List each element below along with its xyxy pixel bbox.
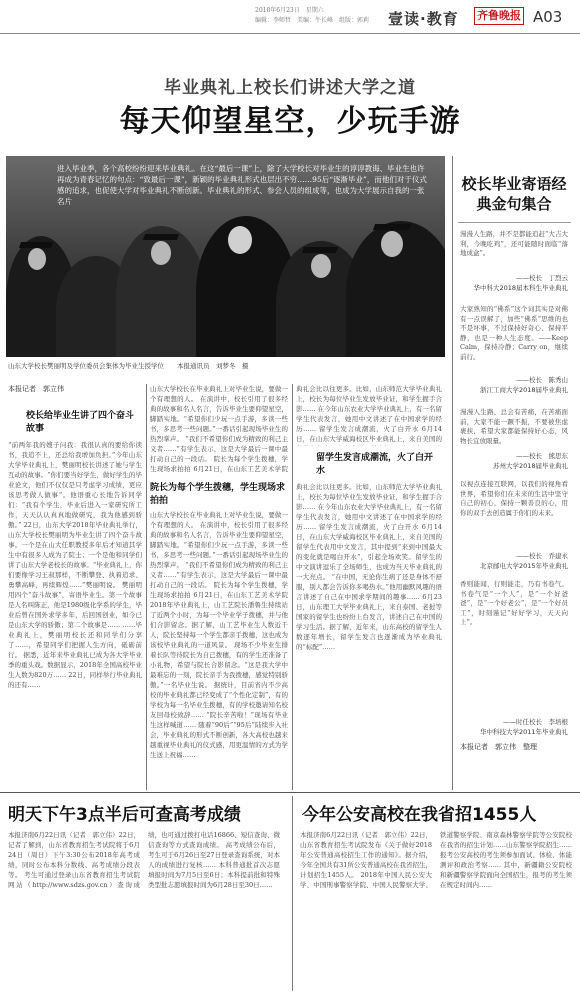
photo-credit: 山东大学校长樊丽明及学位委员会集体为毕业生授学位 本报通讯员 刘梦冬 摄 (8, 362, 249, 370)
quote-occasion: 华中科大2018届本科生毕业典礼 (473, 283, 568, 292)
photo-caption: 进入毕业季，各个高校纷纷迎来毕业典礼。在这“最后一课”上，除了大学校长对毕业生的谆谆教诲、毕业生也许再成为青春记忆的句点：“致最后一课”，新颖的毕业典礼形式也层出不穷……95后“逐渐毕业”，而他们对于仪式感的追求，也促使大学对毕业典礼不断创新。毕业典礼的形式、参会人员的组成等，也成为大学展示自我的一张名片 (57, 164, 427, 206)
article-kicker: 毕业典礼上校长们讲述大学之道 (164, 78, 416, 98)
bottom-right-body: 本报济南6月22日讯（记者 郭立伟）22日，山东省教育招生考试院发布《关于做好2018年公安普通高校招生工作的通知》。据介绍，今年全国共有31所公安普通高校在我省招生，计划招生1455人。 2018年中国人民公安大学、中国刑事警察学院、中国人民警察大学、铁道警察学院、南京森林警察学院等公安院校在我省的招生计划……山东警察学院招生…… 报考公安高校的考生须参加面试、体检、体能测评和政治考察…… 其中，新疆籍公安院校和新疆警察学院面向全国招生，报考的考生须在规定时间内…… (300, 831, 572, 889)
quote-speaker: ——时任校长 李培根 (503, 718, 568, 726)
quote-text: 以视点连接互联网，以我们的视角看世界，希望你们在未来的生活中坚守自己的初心，保持一颗善良的心，用你的双手去创造属于你们的未来。 (460, 480, 568, 517)
article-headline: 每天仰望星空，少玩手游 (119, 104, 461, 139)
quote-text: 大家熟知的“佛系”这个词其实是对佛有一点误解了，加些“佛系”思维的也不是坏事，不过保持好奇心、保持平静，也是一种人生态度。——Keep Calm，保持冷静；Carry on，继续前行。 (460, 305, 568, 361)
page-header (0, 0, 580, 38)
sidebar-title: 校长毕业寄语经典金句集合 (461, 175, 567, 213)
quote-attribution (460, 718, 568, 737)
article-byline: 本报记者 郭立伟 (8, 385, 64, 393)
quote-speaker: ——校长 丁烈云 (516, 274, 568, 282)
quote-occasion: 华中科技大学2011年毕业典礼 (479, 727, 568, 736)
quote-speaker: ——校长 乔建永 (516, 552, 568, 560)
quote-speaker: ——校长 陈秀山 (516, 376, 568, 384)
quote-text: 漫漫人生路，并不是都能追赶“大吉大利，今晚吃鸡”，还可能随时面临“落地成盒”。 (460, 230, 568, 257)
article-column-1: “前两年我的嫂子问我：我很认真的要给你读书，我追不上，还总给我增加负担。”今年山东大学毕业典礼上，樊丽明校长讲述了她与学生互动的故事。“你们要当好学生，做好学生的毕业论文，他们不仅仅是只考虑学习成绩，更应该思考做人做事”。他语重心长地告诉同学们：“我有个学生，毕业后进入一家研究所工作，天天认认真真地做研究，我为他感到骄傲。” 22日，山东大学2018年毕业典礼举行，山东大学校长樊丽明为毕业生讲了四个奋斗故事。一个是在山大任职教授多年后才知道其学生中有很多人成为了院士；一个是他和同学们讲了山东大学老校长的故事。“毕业典礼上，你们要像学习王叔那样，不断攀登、执着追求、勇攀高峰，再续辉煌……”樊丽明说。 樊丽明用四个“奋斗故事”，寄语毕业生。第一个故事是人名叫陈正，他是1980级化学系的学生，毕业后曾在国外求学多年，后回国创业，如今已是山东大学的骄傲；第二个故事是…… ……毕业典礼上，樊丽明校长还和同学们分享了……，希望同学们把握人生方向，砥砺前行。 据悉，近年来毕业典礼已成为各大学毕业季的重头戏。数据显示，2018年全国高校毕业生人数为820万…… 22日，同样举行毕业典礼的还有…… (8, 441, 142, 689)
section-name: 壹读·教育 (388, 10, 459, 28)
header-meta (255, 6, 370, 24)
quote-text: 漫漫人生路，总会有苦痛，在苦痛面前，大家不能一蹶不振，不要被焦虑裹挟，希望大家都能保持好心态，风物长宜放眼量。 (460, 408, 568, 445)
quote-text: 香则能闻，行则能走，乃有书卷气。书卷气是“一个人”，是“一个好爸爸”，是“一个好老公”，是“一个好员工”，时刻谨记“好好学习，天天向上”。 (460, 580, 568, 626)
article-column-2a: 山东大学校长在毕业典礼上对毕业生说，要做一个有理想的人。 在演讲中，校长引用了很多经典的故事和名人名言，告诉毕业生要仰望星空，脚踏实地。“希望你们少玩一点手游，多读一些书，多思考一些问题。”一番话引起现场毕业生的热烈掌声。 “我们不希望你们成为精致的利己主义者……”有学生表示，这是大学最后一课中最打动自己的一段话。 院长为每个学生拨穗，学生现场求拍拍 6月21日，在山东工艺美术学院 (150, 385, 288, 473)
bottom-left-headline: 明天下午3点半后可查高考成绩 (8, 805, 241, 825)
header-rule (0, 33, 580, 34)
subhead-2: 院长为每个学生拨穗，学生现场求拍拍 (150, 483, 286, 506)
quote-occasion: 浙江工商大学2018届毕业典礼 (479, 385, 568, 394)
quote-attribution (460, 552, 568, 571)
sidebar-rule (452, 156, 453, 790)
quote-speaker: ——校长 熊思东 (516, 452, 568, 460)
bottom-right-headline: 今年公安高校在我省招1455人 (302, 805, 537, 825)
quote-occasion: 苏州大学2018届毕业典礼 (492, 461, 568, 470)
subhead-1: 校长给毕业生讲了四个奋斗故事 (26, 411, 135, 434)
quote-attribution (460, 376, 568, 395)
column-rule (292, 796, 293, 991)
quote-attribution (460, 452, 568, 471)
article-column-2b: 山东大学校长在毕业典礼上对毕业生说，要做一个有理想的人。 在演讲中，校长引用了很多经典的故事和名人名言，告诉毕业生要仰望星空，脚踏实地。“希望你们少玩一点手游，多读一些书，多思考一些问题。”一番话引起现场毕业生的热烈掌声。 “我们不希望你们成为精致的利己主义者……”有学生表示，这是大学最后一课中最打动自己的一段话。 院长为每个学生拨穗，学生现场求拍拍 6月21日，在山东工艺美术学院2018年毕业典礼上，山工艺院长潘鲁生持续站了近两个小时，为每一个毕业学子拨穗，并与他们合影留念。据了解，山工艺毕业生人数近千人，院长坚持每一个学生都亲手拨穗，这也成为该校毕业典礼的一道风景。 现场不少毕业生排着长队等待院长为自己拨穗，有的学生还准备了小礼物，希望与院长合影留念。“这是我大学中最难忘的一刻，院长亲手为我拨穗，感觉特别骄傲。”一名毕业生说。 据统计，目前省内不少高校的毕业典礼都已经变成了“个性化定制”，有的学校为每一名毕业生拨穗，有的学校邀请知名校友回母校致辞…… “院长辛苦啦！”现场有毕业生这样喊道…… 随着“90后”“95后”陆续步入社会，毕业典礼的形式不断创新，各大高校也越来越重视毕业典礼的仪式感，用更温情的方式为学生送上祝福…… (150, 511, 288, 759)
quote-attribution (460, 274, 568, 293)
newspaper-logo: 齐鲁晚报 (474, 7, 524, 25)
header-date: 2018年6月23日 星期六 (255, 7, 324, 14)
quote-occasion: 北京邮电大学2015年毕业典礼 (479, 561, 568, 570)
sidebar-byline: 本报记者 郭立伟 整理 (460, 743, 537, 751)
sidebar-title-rule (458, 222, 571, 223)
page-number: A03 (533, 8, 563, 26)
article-column-3a: 典礼会比以往更多。比如，山东师范大学毕业典礼上，校长为每位毕业生发放毕业证，和学生握手合影…… 在今年山东农业大学毕业典礼上，有一名留学生代表发言，她用中文讲述了在中国求学的经历…… 留学生发言成潮流，火了白开水 6月14日，在山东大学威海校区毕业典礼上，来自美国的 (296, 385, 442, 443)
subhead-3: 留学生发言成潮流，火了白开水 (316, 453, 434, 476)
header-staff: 编辑：李师哲 美编：牛长峰 组版：郭莉 (255, 17, 370, 24)
section-divider (0, 792, 580, 793)
column-rule (146, 384, 147, 790)
bottom-left-body: 本报济南6月22日讯（记者 郭立伟）22日，记者了解到，山东省教育招生考试院将于6月24日（周日）下午3:30公布2018年高考成绩，同时公布本科分数线、高考成绩分段表等。 考生可通过登录山东省教育招生考试院网站（http://www.sdzs.gov.cn）查询成绩，也可通过拨打电话16866、短信查询、微信查询等方式查询成绩。 高考成绩公布后，考生可于6月26日至27日登录查询系统，对本人的成绩进行复核…… 本科普通批首次志愿填报时间为7月5日至6日；本科提前批和特殊类型批志愿填报时间为6月28日至30日…… (8, 831, 280, 889)
column-rule (292, 384, 293, 790)
article-column-3b: 典礼会比以往更多。比如，山东师范大学毕业典礼上，校长为每位毕业生发放毕业证，和学生握手合影…… 在今年山东农业大学毕业典礼上，有一名留学生代表发言，她用中文讲述了在中国求学的经历…… 留学生发言成潮流，火了白开水 6月14日，在山东大学威海校区毕业典礼上，来自美国的留学生代表用中文发言，其中提到“来到中国最大的变化就是喝白开水”，引起全场欢笑。留学生的中文演讲逗乐了全场师生，也成为当天毕业典礼的一大亮点。 “在中国，无论你生病了还是身体不舒服，别人都会告诉你多喝热水。”他用幽默风趣的语言讲述了自己在中国求学期间的趣事…… 6月23日，山东理工大学毕业典礼上，来自泰国、老挝等国家的留学生也纷纷上台发言，讲述自己在中国的学习生活。据了解，近年来，山东高校的留学生人数逐年增长，留学生发言也逐渐成为毕业典礼的“标配”…… (296, 483, 442, 651)
